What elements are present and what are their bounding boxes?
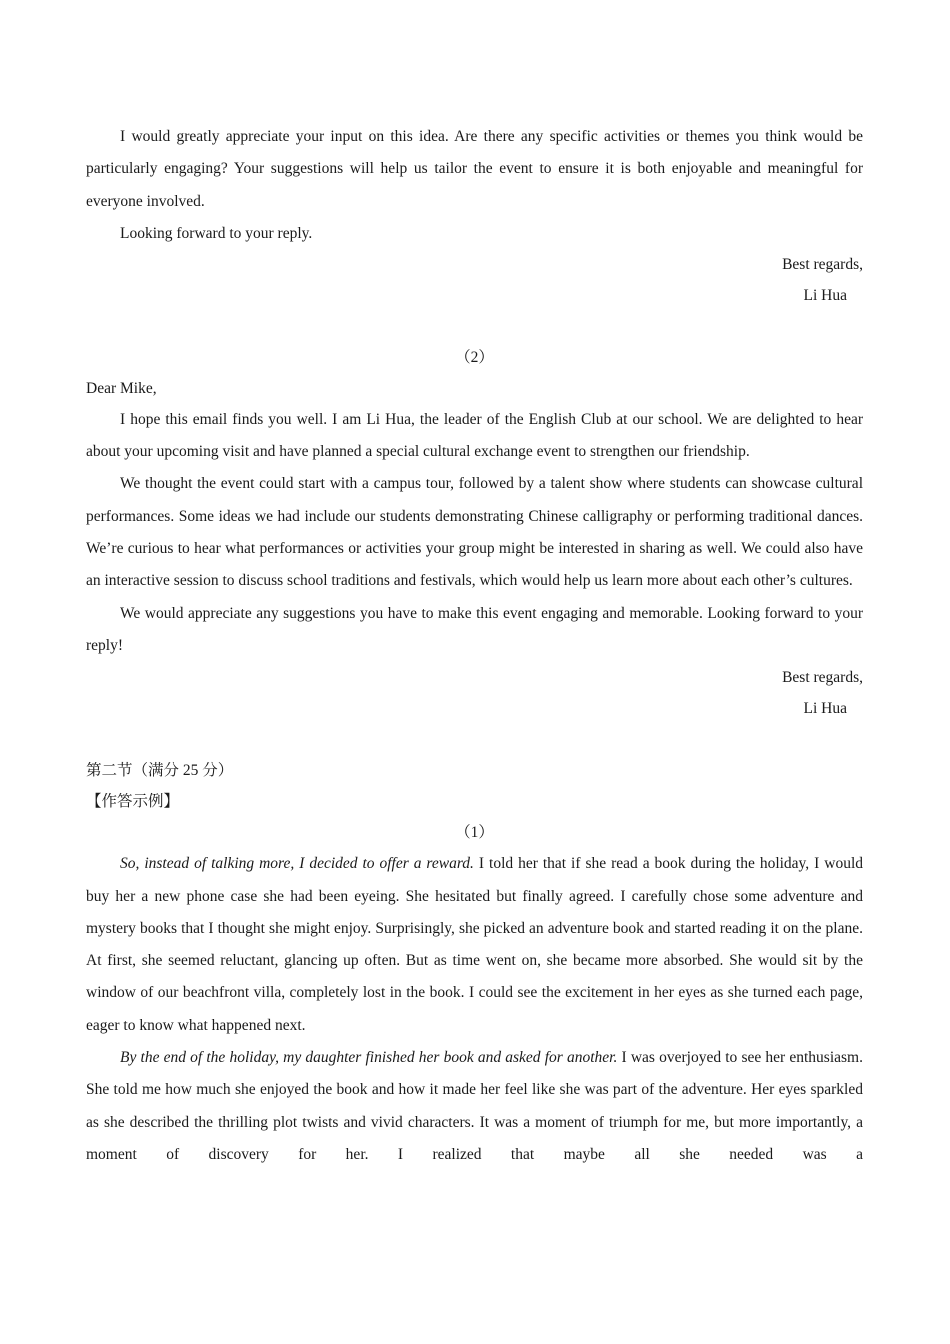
essay-paragraph-1-lead: So, instead of talking more, I decided to offer a reward. bbox=[120, 855, 474, 873]
essay-number: （1） bbox=[455, 824, 494, 842]
essay-paragraph-2-body: I was overjoyed to see her enthusiasm. She told me how much she enjoyed the book and how it made her feel like she was part of the adventure. Her eyes sparkled as she described the thrilling plot twists and vivid characters. It was a moment of triumph for me, but more importantly, a moment of discovery for her. I realized that maybe all she needed was a bbox=[86, 1049, 863, 1163]
example-label: 【作答示例】 bbox=[86, 793, 180, 811]
letter2-number: （2） bbox=[455, 348, 494, 366]
letter2-signature: Li Hua bbox=[803, 700, 847, 718]
essay-paragraph-1-body: I told her that if she read a book during the holiday, I would buy her a new phone case she had been eyeing. She hesitated but finally agreed. I carefully chose some adventure and mystery books that I thought she might enjoy. Surprisingly, she picked an adventure book and started reading it on the plane. At first, she seemed reluctant, glancing up often. But as time went on, she became more absorbed. She would sit by the window of our beachfront villa, completely lost in the book. I could see the excitement in her eyes as she turned each page, eager to know what happened next. bbox=[86, 855, 864, 1034]
essay-paragraph-2 bbox=[86, 1042, 863, 1171]
letter2-salutation: Dear Mike, bbox=[86, 379, 157, 397]
letter2-paragraph-1: I hope this email finds you well. I am Li Hua, the leader of the English Club at our school. We are delighted to hear about your upcoming visit and have planned a special cultural exchange event to strengthen our friendship. bbox=[86, 410, 863, 461]
essay-paragraph-1 bbox=[86, 848, 863, 1042]
letter2-paragraph-3: We would appreciate any suggestions you have to make this event engaging and memorable. Looking forward to your reply! bbox=[86, 604, 863, 654]
letter2-closing: Best regards, bbox=[782, 669, 863, 687]
letter1-reply-paragraph: Looking forward to your reply. bbox=[120, 224, 313, 242]
spacer bbox=[86, 724, 863, 755]
spacer bbox=[86, 311, 863, 342]
document-page bbox=[86, 121, 863, 1171]
letter2-paragraph-2: We thought the event could start with a campus tour, followed by a talent show where students can showcase cultural performances. Some ideas we had include our students demonstrating Chinese calligraphy or performing traditional dances. We’re curious to hear what performances or activities your group might be interested in sharing as well. We could also have an interactive session to discuss school traditions and festivals, which would help us learn more about each other’s cultures. bbox=[86, 475, 863, 590]
essay-paragraph-2-lead: By the end of the holiday, my daughter finished her book and asked for another. bbox=[120, 1049, 618, 1067]
letter1-closing: Best regards, bbox=[782, 255, 863, 273]
letter1-signature: Li Hua bbox=[803, 286, 847, 304]
letter1-input-paragraph: I would greatly appreciate your input on this idea. Are there any specific activities or themes you think would be particularly engaging? Your suggestions will help us tailor the event to ensure it is both enjoyable and meaningful for everyone involved. bbox=[86, 128, 863, 210]
section-heading: 第二节（满分 25 分） bbox=[86, 762, 234, 780]
